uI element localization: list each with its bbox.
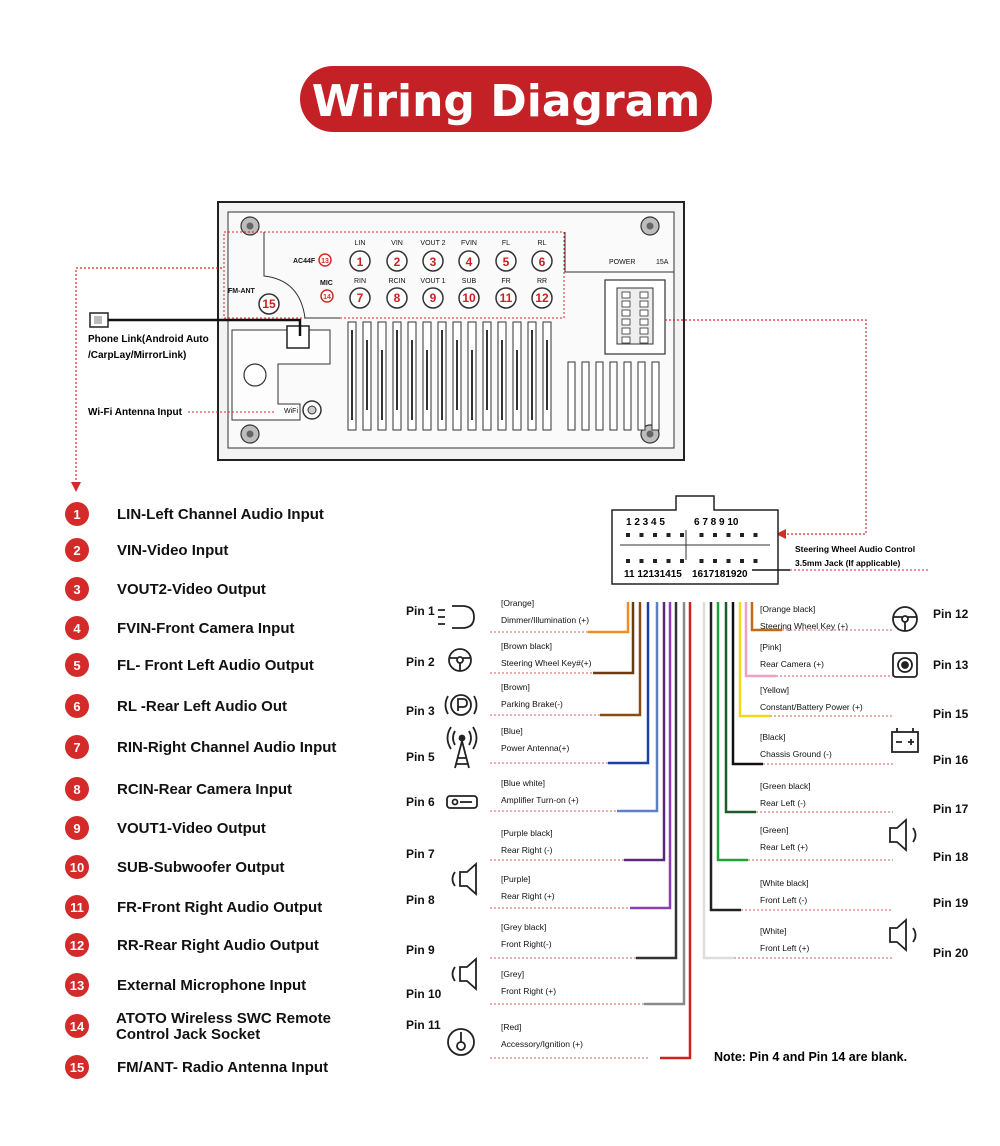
legend-list [65, 502, 336, 1079]
swc-sub-label: 3.5mm Jack (If applicable) [795, 558, 901, 568]
port-label: VOUT 2 [420, 240, 446, 247]
ignition-key-icon [448, 1029, 474, 1055]
legend-text: VIN-Video Input [117, 542, 229, 559]
legend-number: 3 [73, 582, 81, 597]
wire-color-tag: [Red] [501, 1022, 522, 1032]
power-label: POWER [609, 259, 636, 266]
port-number: 10 [462, 291, 476, 305]
port-label: RIN [353, 278, 367, 285]
wire-description: Front Left (-) [760, 895, 808, 905]
speaker-icon [890, 920, 916, 950]
wire-color-tag: [Green] [760, 825, 789, 835]
wire-color-tag: [Blue] [501, 726, 523, 736]
connector-bottom-left: 11 12131415 [624, 569, 682, 580]
mic-number: 14 [323, 294, 331, 301]
legend-number: 1 [73, 507, 81, 522]
power-pin [622, 319, 630, 325]
fuse-label: 15A [656, 259, 669, 266]
port-label: SUB [461, 278, 477, 285]
speaker-icon [453, 959, 477, 989]
fm-ant-number: 15 [262, 297, 276, 311]
port-number: 12 [535, 291, 549, 305]
title-banner [300, 66, 712, 132]
legend-text: FL- Front Left Audio Output [117, 657, 314, 674]
power-pin [622, 310, 630, 316]
power-pin [640, 301, 648, 307]
wire-description: Rear Right (+) [501, 891, 555, 901]
legend-text: SUB-Subwoofer Output [117, 859, 285, 876]
legend-text: VOUT1-Video Output [117, 820, 266, 837]
amplifier-icon [447, 796, 477, 808]
legend-text: ATOTO Wireless SWC Remote [116, 1010, 331, 1027]
antenna-icon [448, 727, 477, 768]
wire-description: Accessory/Ignition (+) [501, 1039, 583, 1049]
wire-description: Front Right (+) [501, 986, 557, 996]
connector-pin [626, 533, 630, 537]
wire-color-tag: [White] [760, 926, 787, 936]
pin-label: Pin 10 [406, 987, 442, 1001]
phone-link-label-2: /CarpLay/MirrorLink) [88, 350, 187, 361]
power-pin [640, 328, 648, 334]
wire-color-tag: [Grey] [501, 969, 525, 979]
note: Note: Pin 4 and Pin 14 are blank. [714, 1050, 908, 1064]
port-number: 11 [499, 291, 513, 305]
legend-number: 11 [70, 900, 84, 915]
legend-number: 9 [73, 821, 81, 836]
wire [588, 602, 628, 632]
wire-color-tag: [Purple] [501, 874, 531, 884]
port-number: 2 [393, 255, 401, 269]
port-number: 7 [356, 291, 364, 305]
connector-pin [653, 559, 657, 563]
wire-description: Rear Left (-) [760, 798, 806, 808]
legend-number: 8 [73, 782, 81, 797]
ac44f-label: AC44F [293, 258, 316, 265]
ac44f-number: 13 [321, 258, 329, 265]
wire-color-tag: [Pink] [760, 642, 782, 652]
port-label: LIN [354, 240, 366, 247]
wire-description: Amplifier Turn-on (+) [501, 795, 579, 805]
port-label: RR [536, 278, 548, 285]
wire-color-tag: [White black] [760, 878, 809, 888]
head-unit-back [218, 202, 684, 460]
legend-number: 10 [69, 860, 85, 875]
connector-top-right: 6 7 8 9 10 [694, 517, 739, 528]
pin-label: Pin 5 [406, 750, 435, 764]
connector-pin [713, 533, 717, 537]
wire-color-tag: [Orange] [501, 598, 535, 608]
pin-label: Pin 16 [933, 753, 969, 767]
port-number: 5 [502, 255, 510, 269]
pin-label: Pin 15 [933, 707, 969, 721]
power-pin [640, 292, 648, 298]
connector-pin [680, 533, 684, 537]
connector-pin [626, 559, 630, 563]
fin [568, 362, 575, 430]
connector-pin [740, 533, 744, 537]
connector-top-left: 1 2 3 4 5 [626, 517, 665, 528]
pin-label: Pin 11 [406, 1018, 441, 1032]
power-pin [640, 319, 648, 325]
power-pin [622, 337, 630, 343]
pin-label: Pin 18 [933, 850, 969, 864]
connector-pin [653, 533, 657, 537]
connector-pin [713, 559, 717, 563]
connector-pin [740, 559, 744, 563]
connector-pin [667, 533, 671, 537]
fin [652, 362, 659, 430]
port-label: VIN [391, 240, 403, 247]
wire-color-tag: [Green black] [760, 781, 811, 791]
wire-description: Rear Camera (+) [760, 659, 825, 669]
power-pin [622, 292, 630, 298]
camera-icon [893, 653, 917, 677]
legend-number: 14 [69, 1019, 85, 1034]
steering-wheel-icon [449, 649, 471, 671]
connector-pin [640, 533, 644, 537]
legend-number: 7 [73, 740, 81, 755]
wire-description: Rear Left (+) [760, 842, 808, 852]
wire-color-tag: [Brown] [501, 682, 530, 692]
steering-wheel-icon [893, 607, 917, 631]
port-label: FR [501, 278, 511, 285]
fin [610, 362, 617, 430]
speaker-icon [890, 820, 916, 850]
phone-link-label: Phone Link(Android Auto [88, 334, 209, 345]
connector-pin [680, 559, 684, 563]
legend-text: Control Jack Socket [116, 1026, 261, 1043]
page-title: Wiring Diagram [311, 76, 701, 127]
pin-label: Pin 6 [406, 795, 435, 809]
wire-description: Front Right(-) [501, 939, 552, 949]
wifi-antenna-label: Wi-Fi Antenna Input [88, 407, 182, 418]
legend-text: RR-Rear Right Audio Output [117, 937, 319, 954]
wire [617, 602, 657, 811]
legend-text: External Microphone Input [117, 977, 307, 994]
legend-number: 5 [73, 658, 81, 673]
pin-label: Pin 13 [933, 658, 969, 672]
pin-label: Pin 9 [406, 943, 435, 957]
connector-pin [700, 559, 704, 563]
parking-brake-icon [446, 695, 477, 715]
legend-text: LIN-Left Channel Audio Input [117, 506, 324, 523]
wire-color-tag: [Brown black] [501, 641, 553, 651]
port-label: VOUT 1 [420, 278, 446, 285]
fin [582, 362, 589, 430]
wire-description: Constant/Battery Power (+) [760, 702, 863, 712]
pin-label: Pin 7 [406, 847, 435, 861]
pin-label: Pin 3 [406, 704, 435, 718]
legend-number: 13 [69, 978, 85, 993]
legend-text: RL -Rear Left Audio Out [117, 698, 287, 715]
wire-color-tag: [Purple black] [501, 828, 553, 838]
legend-number: 6 [73, 699, 81, 714]
wire-harness [406, 598, 969, 1058]
connector-pin [700, 533, 704, 537]
speaker-icon [453, 864, 477, 894]
connector-pin [754, 533, 758, 537]
port-label: RL [537, 240, 547, 247]
wire-color-tag: [Blue white] [501, 778, 545, 788]
pin-label: Pin 12 [933, 607, 969, 621]
wifi-label: WiFi [284, 408, 298, 415]
swc-label: Steering Wheel Audio Control [795, 544, 916, 554]
pin-label: Pin 1 [406, 604, 435, 618]
port-number: 1 [356, 255, 364, 269]
pin-label: Pin 8 [406, 893, 435, 907]
wire-description: Steering Wheel Key (+) [760, 621, 849, 631]
pin-label: Pin 20 [933, 946, 969, 960]
power-pin [640, 310, 648, 316]
pin-label: Pin 2 [406, 655, 435, 669]
connector-pin [754, 559, 758, 563]
wire-color-tag: [Black] [760, 732, 786, 742]
port-number: 8 [393, 291, 401, 305]
power-pin [622, 301, 630, 307]
legend-text: RIN-Right Channel Audio Input [117, 739, 337, 756]
wire-description: Steering Wheel Key#(+) [501, 658, 592, 668]
legend-number: 15 [69, 1060, 85, 1075]
wire-description: Rear Right (-) [501, 845, 553, 855]
fin [624, 362, 631, 430]
wire-description: Parking Brake(-) [501, 699, 563, 709]
wire-description: Dimmer/Illumination (+) [501, 615, 590, 625]
port-number: 3 [429, 255, 437, 269]
wire-color-tag: [Grey black] [501, 922, 547, 932]
fm-ant-label: FM-ANT [228, 288, 255, 295]
wire [733, 602, 763, 764]
power-pin [640, 337, 648, 343]
port-label: FVIN [461, 240, 477, 247]
legend-text: RCIN-Rear Camera Input [117, 781, 293, 798]
power-pin [622, 328, 630, 334]
connector-pin [640, 559, 644, 563]
port-label: RCIN [388, 278, 406, 285]
connector-pin [727, 559, 731, 563]
pin-label: Pin 19 [933, 896, 969, 910]
wire-color-tag: [Yellow] [760, 685, 789, 695]
port-number: 9 [429, 291, 437, 305]
legend-number: 12 [69, 938, 85, 953]
legend-text: FVIN-Front Camera Input [117, 620, 295, 637]
connector-pin [727, 533, 731, 537]
port-number: 6 [538, 255, 546, 269]
connector-bottom-right: 1617181920 [692, 569, 748, 580]
headlight-icon [438, 606, 474, 628]
legend-text: FR-Front Right Audio Output [117, 899, 323, 916]
pin-label: Pin 17 [933, 802, 969, 816]
legend-number: 4 [73, 621, 81, 636]
port-label: FL [501, 240, 511, 247]
connector-pin [667, 559, 671, 563]
fin [638, 362, 645, 430]
wire-color-tag: [Orange black] [760, 604, 816, 614]
wire-description: Front Left (+) [760, 943, 810, 953]
legend-text: VOUT2-Video Output [117, 581, 266, 598]
harness-connector [612, 496, 928, 584]
battery-icon [892, 728, 918, 752]
port-number: 4 [465, 255, 473, 269]
fin [596, 362, 603, 430]
legend-text: FM/ANT- Radio Antenna Input [117, 1059, 329, 1076]
mic-label: MIC [320, 280, 333, 287]
wire-description: Chassis Ground (-) [760, 749, 832, 759]
wire-description: Power Antenna(+) [501, 743, 570, 753]
legend-number: 2 [73, 543, 81, 558]
